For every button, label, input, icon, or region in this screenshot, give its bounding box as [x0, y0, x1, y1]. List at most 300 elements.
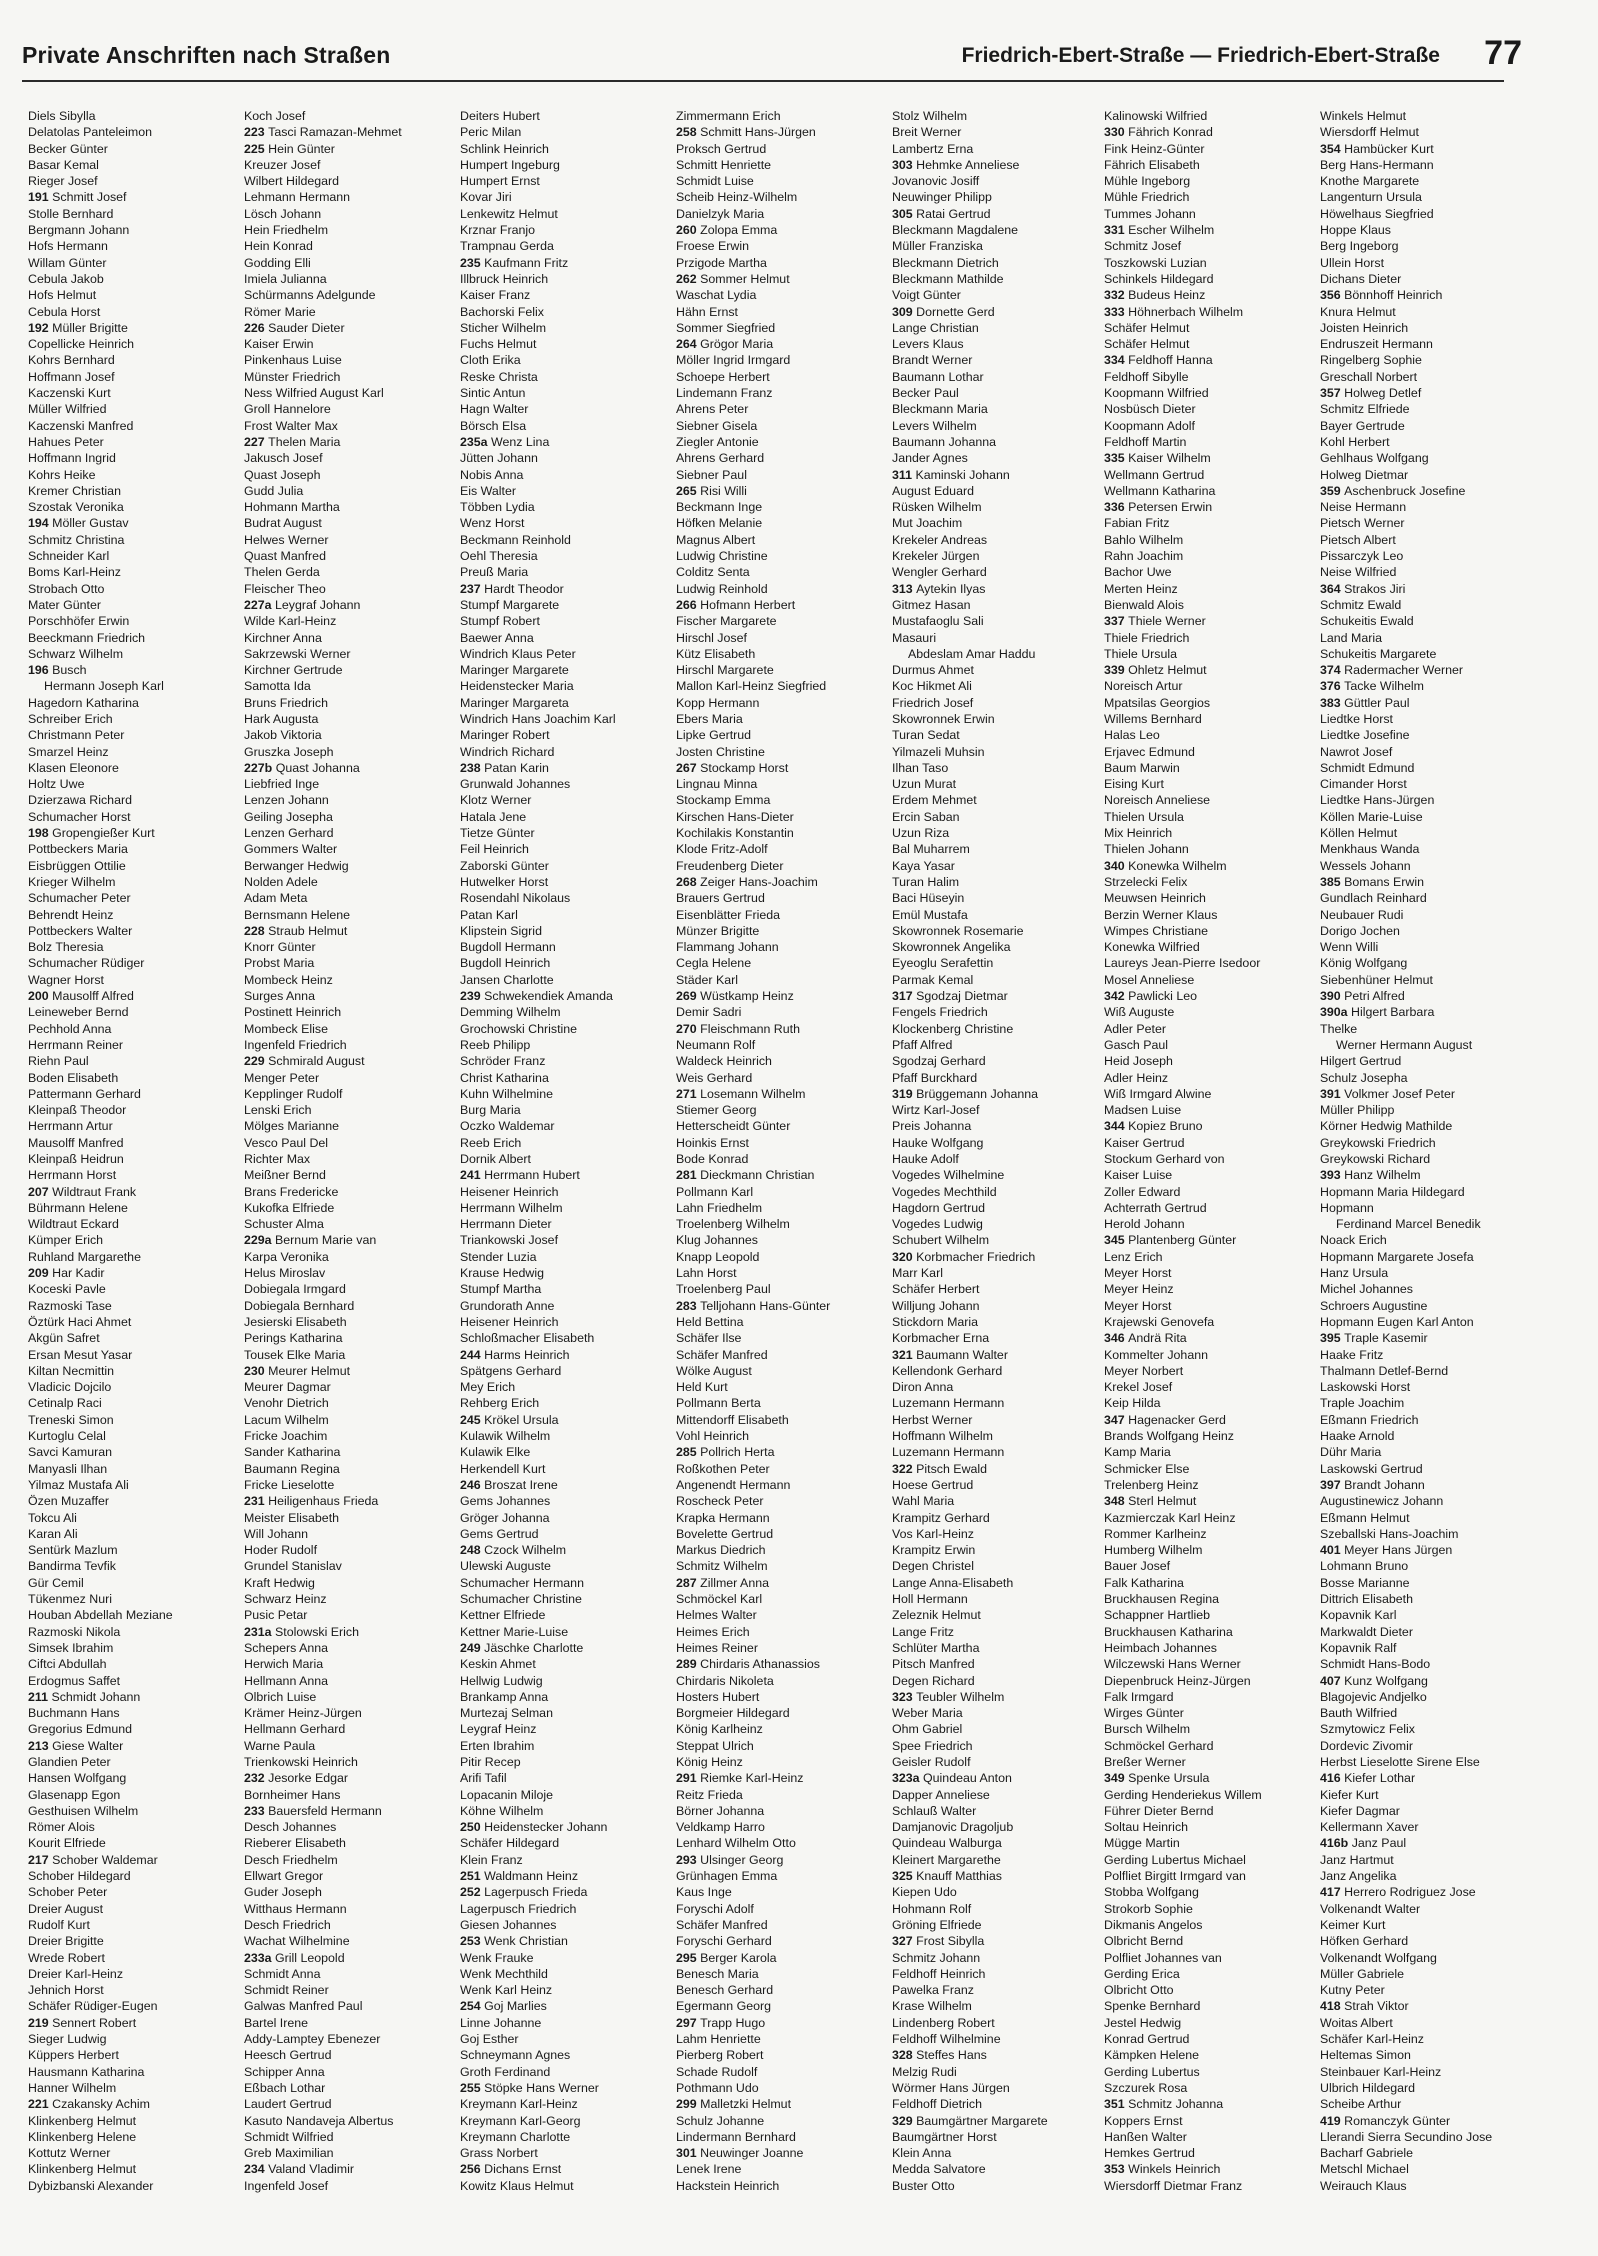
address-entry: Christ Katharina — [460, 1070, 549, 1085]
address-entry: Berg Hans-Hermann — [1320, 157, 1434, 172]
address-entry: Demir Sadri — [676, 1005, 742, 1020]
address-entry: Hackstein Heinrich — [676, 2178, 780, 2193]
address-entry: Meyer Norbert — [1104, 1363, 1184, 1378]
address-entry: Schäfer Hildegard — [460, 1836, 560, 1851]
address-entry: Markwaldt Dieter — [1320, 1624, 1413, 1639]
address-entry: Kasuto Nandaveja Albertus — [244, 2113, 394, 2128]
address-entry: Feldhoff Martin — [1104, 434, 1187, 449]
address-entry: Boden Elisabeth — [28, 1070, 119, 1085]
address-entry: Rommer Karlheinz — [1104, 1526, 1207, 1541]
address-entry: Thielen Ursula — [1104, 809, 1184, 824]
address-entry: Dapper Anneliese — [892, 1787, 990, 1802]
address-entry: 359 Aschenbruck Josefine — [1320, 483, 1466, 498]
address-entry: Trienkowski Heinrich — [244, 1754, 358, 1769]
address-entry: Krekel Josef — [1104, 1380, 1173, 1395]
address-entry: 416 Kiefer Lothar — [1320, 1771, 1416, 1786]
address-entry: Schroers Augustine — [1320, 1298, 1428, 1313]
address-entry: Schappner Hartlieb — [1104, 1608, 1211, 1623]
address-entry: Kiefer Dagmar — [1320, 1803, 1400, 1818]
address-entry: Ahrens Peter — [676, 402, 749, 417]
address-entry: Karan Ali — [28, 1526, 78, 1541]
address-entry: Metschl Michael — [1320, 2162, 1409, 2177]
address-entry: Luzemann Hermann — [892, 1396, 1005, 1411]
address-entry: Dreier Brigitte — [28, 1934, 104, 1949]
address-entry: 230 Meurer Helmut — [244, 1363, 351, 1378]
address-entry: Stockum Gerhard von — [1104, 1152, 1225, 1166]
address-entry: Rieberer Elisabeth — [244, 1836, 346, 1851]
address-entry: Volkenandt Wolfgang — [1320, 1950, 1437, 1965]
address-entry: Stockamp Emma — [676, 793, 771, 808]
address-entry: Roscheck Peter — [676, 1494, 764, 1509]
address-entry: Colditz Senta — [676, 565, 750, 580]
address-entry: Schlüter Martha — [892, 1640, 980, 1655]
address-entry: Konewka Wilfried — [1104, 940, 1200, 955]
address-entry: Bruckhausen Regina — [1104, 1592, 1220, 1607]
address-entry: 269 Wüstkamp Heinz — [676, 989, 794, 1004]
address-entry: Kaiser Gertrud — [1104, 1135, 1185, 1150]
address-entry: Fleischer Theo — [244, 581, 326, 596]
address-entry: 385 Bomans Erwin — [1320, 874, 1425, 889]
address-entry: Diels Sibylla — [28, 109, 96, 123]
address-entry: Koch Josef — [244, 109, 306, 123]
address-entry: Benesch Maria — [676, 1966, 759, 1981]
address-entry: Olbricht Otto — [1104, 1983, 1174, 1998]
address-entry: Lenzen Gerhard — [244, 826, 334, 841]
address-entry: 383 Güttler Paul — [1320, 695, 1410, 710]
address-entry: Hellwig Ludwig — [460, 1673, 543, 1688]
address-entry: Mühle Ingeborg — [1104, 174, 1191, 189]
address-entry: Schumacher Horst — [28, 809, 131, 824]
address-entry: Koopmann Wilfried — [1104, 386, 1209, 401]
address-entry: Weirauch Klaus — [1320, 2178, 1407, 2193]
address-entry: Desch Friedhelm — [244, 1852, 338, 1867]
address-entry: Weber Maria — [892, 1706, 963, 1721]
address-entry: 330 Fährich Konrad — [1104, 125, 1213, 140]
address-entry: Waldeck Heinrich — [676, 1054, 772, 1069]
address-entry: Hopmann Maria Hildegard — [1320, 1184, 1465, 1199]
column-7 — [1320, 108, 1528, 2248]
address-entry: König Karlheinz — [676, 1722, 763, 1737]
address-entry: Polfliet Birgitt Irmgard van — [1104, 1869, 1246, 1884]
address-entry: Börner Johanna — [676, 1803, 765, 1818]
address-entry: Neumann Rolf — [676, 1037, 756, 1052]
address-entry: 301 Neuwinger Joanne — [676, 2146, 804, 2161]
address-entry: Imiela Julianna — [244, 271, 327, 286]
address-entry: Jakob Viktoria — [244, 728, 322, 743]
address-entry: Dobiegala Bernhard — [244, 1298, 355, 1313]
address-entry: 228 Straub Helmut — [244, 923, 348, 938]
address-entry: Becker Günter — [28, 141, 108, 156]
address-entry: Froese Erwin — [676, 239, 749, 254]
address-entry: Szeballski Hans-Joachim — [1320, 1526, 1459, 1541]
address-entry: Kremer Christian — [28, 483, 121, 498]
address-entry: 309 Dornette Gerd — [892, 304, 995, 319]
address-entry: Bührmann Helene — [28, 1200, 128, 1215]
address-entry: Hoffmann Josef — [28, 369, 115, 384]
address-entry: Meurer Dagmar — [244, 1380, 331, 1395]
address-entry: Müller Franziska — [892, 239, 983, 254]
address-entry: Vos Karl-Heinz — [892, 1526, 974, 1541]
address-entry: Ebers Maria — [676, 711, 743, 726]
address-entry: Pietsch Albert — [1320, 532, 1396, 547]
address-entry: 209 Har Kadir — [28, 1266, 105, 1281]
address-entry: Beckmann Inge — [676, 500, 763, 515]
address-entry: Gregorius Edmund — [28, 1722, 132, 1737]
address-entry: Schäfer Karl-Heinz — [1320, 2032, 1424, 2047]
address-entry: Mpatsilas Georgios — [1104, 695, 1211, 710]
address-entry: Delatolas Panteleimon — [28, 125, 152, 140]
address-entry: Polfliet Johannes van — [1104, 1950, 1222, 1965]
address-entry: Gasch Paul — [1104, 1037, 1169, 1052]
address-entry: Schürmanns Adelgunde — [244, 288, 376, 303]
address-entry: 291 Riemke Karl-Heinz — [676, 1771, 804, 1786]
address-entry: Lindenberg Robert — [892, 2015, 995, 2030]
address-entry: 248 Czock Wilhelm — [460, 1543, 567, 1558]
address-entry: Windrich Richard — [460, 744, 555, 759]
address-entry: Wenk Karl Heinz — [460, 1983, 553, 1998]
page-header — [22, 36, 1522, 76]
address-entry: Kopp Hermann — [676, 695, 760, 710]
address-entry: Merten Heinz — [1104, 581, 1178, 596]
address-entry: Pierberg Robert — [676, 2048, 764, 2063]
address-entry: Brauers Gertrud — [676, 891, 765, 906]
address-entry: Schäfer Herbert — [892, 1282, 980, 1297]
address-entry: Houban Abdellah Meziane — [28, 1608, 173, 1623]
address-entry: Hahues Peter — [28, 434, 104, 449]
address-entry: Hoder Rudolf — [244, 1543, 318, 1558]
address-entry: Schipper Anna — [244, 2064, 325, 2079]
address-entry: Berg Ingeborg — [1320, 239, 1399, 254]
address-entry: Maringer Margareta — [460, 695, 569, 710]
address-entry: Vogedes Wilhelmine — [892, 1168, 1005, 1183]
address-entry: 356 Bönnhoff Heinrich — [1320, 288, 1443, 303]
address-entry: Römer Alois — [28, 1820, 95, 1835]
address-entry: Nawrot Josef — [1320, 744, 1393, 759]
address-entry: Höfken Gerhard — [1320, 1934, 1409, 1949]
address-entry: Behrendt Heinz — [28, 907, 114, 922]
address-entry: Woitas Albert — [1320, 2015, 1393, 2030]
address-entry: Bauth Wilfried — [1320, 1706, 1398, 1721]
address-entry: Hellmann Anna — [244, 1673, 329, 1688]
address-entry: 401 Meyer Hans Jürgen — [1320, 1543, 1453, 1558]
address-entry: Mombeck Elise — [244, 1021, 329, 1036]
address-entry: Keip Hilda — [1104, 1396, 1161, 1411]
address-entry: Köllen Marie-Luise — [1320, 809, 1423, 824]
address-entry: Emül Mustafa — [892, 907, 968, 922]
address-entry: Stobba Wolfgang — [1104, 1885, 1199, 1900]
address-entry: Razmoski Tase — [28, 1298, 112, 1313]
address-entry: Kopavnik Karl — [1320, 1608, 1397, 1623]
address-entry: 337 Thiele Werner — [1104, 614, 1206, 629]
address-entry: Tokcu Ali — [28, 1510, 77, 1525]
address-entry: Wilbert Hildegard — [244, 174, 340, 189]
address-entry: Janz Angelika — [1320, 1869, 1397, 1884]
address-entry: Preuß Maria — [460, 565, 529, 580]
address-entry: Beeckmann Friedrich — [28, 630, 146, 645]
address-entry: Spee Friedrich — [892, 1738, 973, 1753]
address-entry: Skowronnek Erwin — [892, 711, 995, 726]
address-entry: Marr Karl — [892, 1266, 943, 1281]
address-entry: Baum Marwin — [1104, 760, 1180, 775]
address-entry: Langenturn Ursula — [1320, 190, 1422, 205]
column-2 — [244, 108, 452, 2248]
address-entry: Dobiegala Irmgard — [244, 1282, 346, 1297]
address-entry: Schäfer Helmut — [1104, 337, 1190, 352]
address-entry: 327 Frost Sibylla — [892, 1934, 985, 1949]
address-entry: Grundorath Anne — [460, 1298, 555, 1313]
address-entry: Kaiser Luise — [1104, 1168, 1173, 1183]
address-entry: Bachor Uwe — [1104, 565, 1172, 580]
address-entry: Lenek Irene — [676, 2162, 742, 2177]
address-entry: Schmicker Else — [1104, 1461, 1190, 1476]
address-entry: Falk Katharina — [1104, 1575, 1184, 1590]
address-entry: 267 Stockamp Horst — [676, 760, 789, 775]
address-entry: Diepenbruck Heinz-Jürgen — [1104, 1673, 1251, 1688]
address-entry: Dreier Karl-Heinz — [28, 1966, 124, 1981]
address-entry: Hellmann Gerhard — [244, 1722, 346, 1737]
address-entry: Tummes Johann — [1104, 206, 1196, 221]
address-entry: Eisenblätter Frieda — [676, 907, 780, 922]
address-entry: Höfken Melanie — [676, 516, 763, 531]
address-entry: Oehl Theresia — [460, 549, 538, 564]
address-entry: Mühle Friedrich — [1104, 190, 1190, 205]
address-entry: Stickdorn Maria — [892, 1314, 979, 1329]
address-entry: Tousek Elke Maria — [244, 1347, 346, 1362]
address-entry: Boms Karl-Heinz — [28, 565, 121, 580]
address-entry: Pusic Petar — [244, 1608, 308, 1623]
address-entry: Proksch Gertrud — [676, 141, 767, 156]
address-entry: Lenz Erich — [1104, 1249, 1163, 1264]
address-entry: Reeb Philipp — [460, 1037, 531, 1052]
address-entry: Jesierski Elisabeth — [244, 1314, 347, 1329]
address-entry: Heimbach Johannes — [1104, 1640, 1217, 1655]
address-entry: Mustafaoglu Sali — [892, 614, 984, 629]
address-entry: 328 Steffes Hans — [892, 2048, 987, 2063]
address-entry: Kochilakis Konstantin — [676, 826, 794, 841]
address-entry: Herrmann Artur — [28, 1119, 113, 1134]
address-entry: Weis Gerhard — [676, 1070, 753, 1085]
address-entry: Adam Meta — [244, 891, 308, 906]
address-entry: Perings Katharina — [244, 1331, 343, 1346]
address-entry: Geiling Josepha — [244, 809, 333, 824]
address-entry: Melzig Rudi — [892, 2064, 957, 2079]
address-entry: Venohr Dietrich — [244, 1396, 329, 1411]
address-entry: Krampitz Erwin — [892, 1543, 976, 1558]
column-5 — [892, 108, 1100, 2248]
address-entry: Spätgens Gerhard — [460, 1363, 562, 1378]
address-entry: Dordevic Zivomir — [1320, 1738, 1413, 1753]
address-entry: Spenke Bernhard — [1104, 1999, 1201, 2014]
address-entry: Porschhöfer Erwin — [28, 614, 130, 629]
address-entry: Ludwig Reinhold — [676, 581, 768, 596]
address-entry: Ziegler Antonie — [676, 434, 759, 449]
address-entry: Hanner Wilhelm — [28, 2080, 117, 2095]
address-entry: Goj Esther — [460, 2032, 519, 2047]
address-entry: 254 Goj Marlies — [460, 1999, 547, 2014]
address-entry: Feldhoff Sibylle — [1104, 369, 1189, 384]
address-entry: Breßer Werner — [1104, 1754, 1186, 1769]
address-entry: Wiersdorff Dietmar Franz — [1104, 2178, 1243, 2193]
address-entry: Ercin Saban — [892, 809, 960, 824]
address-entry: 234 Valand Vladimir — [244, 2162, 354, 2177]
address-entry: Laskowski Gertrud — [1320, 1461, 1423, 1476]
address-entry: Ersan Mesut Yasar — [28, 1347, 133, 1362]
address-entry: Schäfer Helmut — [1104, 320, 1190, 335]
column-4 — [676, 108, 884, 2248]
address-entry: Christmann Peter — [28, 728, 125, 743]
address-entry: Kalinowski Wilfried — [1104, 109, 1208, 123]
address-entry: Kämpken Helene — [1104, 2048, 1200, 2063]
address-entry: Laureys Jean-Pierre Isedoor — [1104, 956, 1261, 971]
address-entry: König Heinz — [676, 1754, 743, 1769]
address-entry: Waschat Lydia — [676, 288, 757, 303]
address-entry: Helus Miroslav — [244, 1266, 326, 1281]
address-entry: 391 Volkmer Josef Peter — [1320, 1086, 1455, 1101]
address-entry: Luzemann Hermann — [892, 1445, 1005, 1460]
address-entry: Bovelette Gertrud — [676, 1526, 774, 1541]
address-entry: Ingenfeld Josef — [244, 2178, 329, 2193]
address-entry: Werner Hermann August — [1336, 1037, 1473, 1052]
address-entry: Pollmann Berta — [676, 1396, 761, 1411]
address-entry: Dittrich Elisabeth — [1320, 1592, 1413, 1607]
address-entry: 258 Schmitt Hans-Jürgen — [676, 125, 816, 140]
address-entry: Eßbach Lothar — [244, 2080, 326, 2095]
address-entry: Fricke Joachim — [244, 1429, 328, 1444]
address-entry: Grochowski Christine — [460, 1021, 578, 1036]
address-entry: Heltemas Simon — [1320, 2048, 1411, 2063]
address-entry: Mölges Marianne — [244, 1119, 340, 1134]
address-entry: 339 Ohletz Helmut — [1104, 663, 1207, 678]
address-entry: Krampitz Gerhard — [892, 1510, 990, 1525]
address-entry: Bayer Gertrude — [1320, 418, 1405, 433]
address-entry: Madsen Luise — [1104, 1103, 1182, 1118]
address-entry: Wenk Frauke — [460, 1950, 534, 1965]
address-entry: Schmitz Christina — [28, 532, 125, 547]
address-entry: Mombeck Heinz — [244, 972, 333, 987]
address-entry: Steppat Ulrich — [676, 1738, 754, 1753]
address-entry: Ahrens Gerhard — [676, 451, 765, 466]
address-entry: 249 Jäschke Charlotte — [460, 1640, 584, 1655]
address-entry: Freudenberg Dieter — [676, 858, 784, 873]
address-entry: Kümper Erich — [28, 1233, 104, 1248]
address-entry: Pinkenhaus Luise — [244, 353, 342, 368]
address-entry: Kirchner Anna — [244, 630, 322, 645]
address-entry: Bugdoll Hermann — [460, 940, 556, 955]
address-entry: Dreier August — [28, 1901, 104, 1916]
address-entry: Hopmann Margarete Josefa — [1320, 1249, 1474, 1264]
address-entry: 340 Konewka Wilhelm — [1104, 858, 1227, 873]
address-entry: Przigode Martha — [676, 255, 767, 270]
address-entry: Rüsken Wilhelm — [892, 500, 982, 515]
address-entry: Rehberg Erich — [460, 1396, 540, 1411]
address-entry: 374 Radermacher Werner — [1320, 663, 1464, 678]
address-entry: Holtz Uwe — [28, 777, 85, 792]
address-entry: Ringelberg Sophie — [1320, 353, 1422, 368]
address-entry: Herbst Lieselotte Sirene Else — [1320, 1754, 1480, 1769]
address-entry: 354 Hambücker Kurt — [1320, 141, 1434, 156]
address-entry: Fuchs Helmut — [460, 337, 537, 352]
address-entry: Thiele Ursula — [1104, 646, 1177, 661]
address-entry: Vesco Paul Del — [244, 1135, 329, 1150]
address-entry: 407 Kunz Wolfgang — [1320, 1673, 1428, 1688]
address-entry: Pissarczyk Leo — [1320, 549, 1404, 564]
address-entry: Hein Friedhelm — [244, 223, 329, 238]
address-entry: Kaus Inge — [676, 1885, 732, 1900]
column-3 — [460, 108, 668, 2248]
address-entry: Surges Anna — [244, 989, 315, 1004]
address-entry: Rosendahl Nikolaus — [460, 891, 571, 906]
address-entry: Wimpes Christiane — [1104, 923, 1208, 938]
address-entry: Zoller Edward — [1104, 1184, 1181, 1199]
address-entry: Bleckmann Mathilde — [892, 271, 1004, 286]
address-entry: Basar Kemal — [28, 157, 99, 172]
address-entry: Mallon Karl-Heinz Siegfried — [676, 679, 827, 694]
address-entry: Schröder Franz — [460, 1054, 546, 1069]
address-entry: Yilmaz Mustafa Ali — [28, 1477, 129, 1492]
address-entry: Windrich Klaus Peter — [460, 646, 576, 661]
address-entry: Vogedes Mechthild — [892, 1184, 997, 1199]
address-entry: Kulawik Elke — [460, 1445, 531, 1460]
address-entry: Hoinkis Ernst — [676, 1135, 749, 1150]
address-entry: Falk Irmgard — [1104, 1689, 1174, 1704]
address-entry: Lahn Horst — [676, 1266, 737, 1281]
address-entry: Heidenstecker Maria — [460, 679, 574, 694]
address-entry: Menkhaus Wanda — [1320, 842, 1420, 857]
address-entry: Humpert Ingeburg — [460, 157, 560, 172]
address-entry: Stumpf Robert — [460, 614, 540, 629]
address-entry: Scheibe Arthur — [1320, 2097, 1402, 2112]
address-entry: Held Bettina — [676, 1314, 744, 1329]
address-entry: Kirchner Gertrude — [244, 663, 343, 678]
address-entry: Kiltan Necmittin — [28, 1363, 115, 1378]
address-entry: Köllen Helmut — [1320, 826, 1398, 841]
address-entry: 395 Traple Kasemir — [1320, 1331, 1428, 1346]
address-entry: Egermann Georg — [676, 1999, 772, 2014]
page-number: 77 — [1484, 34, 1522, 72]
address-entry: Lacum Wilhelm — [244, 1412, 329, 1427]
address-entry: Riehn Paul — [28, 1054, 89, 1069]
address-entry: Traple Joachim — [1320, 1396, 1405, 1411]
address-entry: Schumacher Peter — [28, 891, 131, 906]
address-entry: Nobis Anna — [460, 467, 524, 482]
address-entry: Hilgert Gertrud — [1320, 1054, 1402, 1069]
address-entry: 229 Schmirald August — [244, 1054, 365, 1069]
address-entry: Krämer Heinz-Jürgen — [244, 1706, 362, 1721]
address-entry: Geisler Rudolf — [892, 1754, 971, 1769]
address-entry: 232 Jesorke Edgar — [244, 1771, 349, 1786]
address-entry: Knothe Margarete — [1320, 174, 1420, 189]
address-entry: Jütten Johann — [460, 451, 538, 466]
address-entry: 332 Budeus Heinz — [1104, 288, 1206, 303]
address-entry: Stolz Wilhelm — [892, 109, 968, 123]
address-entry: Gommers Walter — [244, 842, 338, 857]
address-entry: Pattermann Gerhard — [28, 1086, 141, 1101]
address-entry: Grunwald Johannes — [460, 777, 571, 792]
address-entry: Deiters Hubert — [460, 109, 540, 123]
address-entry: Dichans Dieter — [1320, 271, 1402, 286]
address-entry: Dorigo Jochen — [1320, 923, 1400, 938]
address-entry: Linne Johanne — [460, 2015, 542, 2030]
address-entry: Helwes Werner — [244, 532, 329, 547]
address-entry: Cetinalp Raci — [28, 1396, 102, 1411]
address-entry: Pothmann Udo — [676, 2080, 759, 2095]
address-entry: Meyer Heinz — [1104, 1282, 1174, 1297]
address-entry: Patan Karl — [460, 907, 518, 922]
address-entry: Herold Johann — [1104, 1217, 1185, 1232]
address-entry: Ciftci Abdullah — [28, 1657, 107, 1672]
address-entry: Feil Heinrich — [460, 842, 529, 857]
address-entry: Baumann Regina — [244, 1461, 340, 1476]
